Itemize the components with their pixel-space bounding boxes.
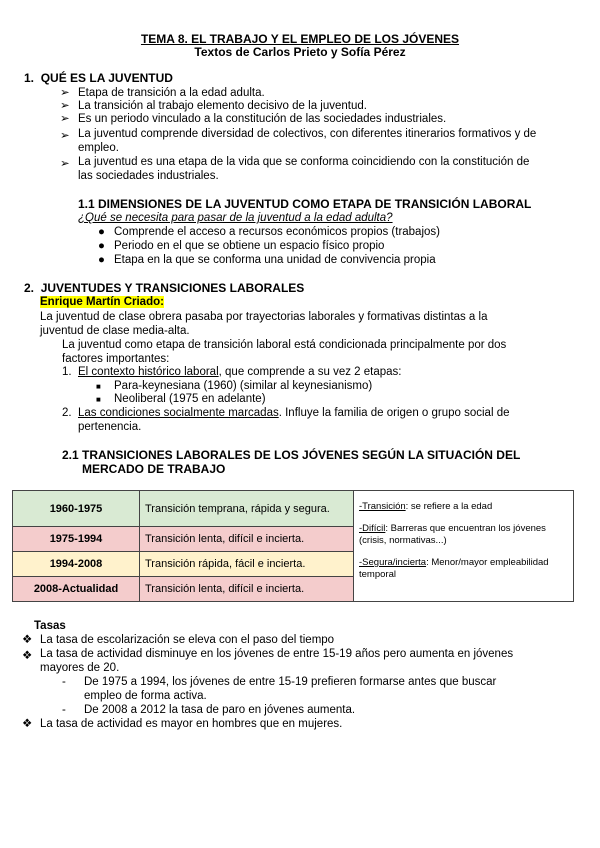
list-item-text: La tasa de escolarización se eleva con el paso del tiempo xyxy=(40,634,335,646)
definition-text: : se refiere a la edad xyxy=(405,501,493,512)
square-bullet-icon: ■ xyxy=(96,382,101,391)
section-2-paragraph-1: La juventud de clase obrera pasaba por trayectorias laborales y formativas distintas a la juventud de clase media-alta. xyxy=(40,311,488,337)
list-item-text: Etapa en la que se conforma una unidad de convivencia propia xyxy=(114,254,436,266)
arrow-bullet-icon: ➢ xyxy=(60,158,70,170)
section-2-heading xyxy=(24,282,304,295)
table-cell-description: Transición lenta, difícil e incierta. xyxy=(140,577,354,602)
section-1-1-question: ¿Qué se necesita para pasar de la juventud a la edad adulta? xyxy=(78,212,393,224)
section-2-title: JUVENTUDES Y TRANSICIONES LABORALES xyxy=(40,281,305,295)
factor-number: 2. xyxy=(62,407,72,419)
paragraph-text: La juventud como etapa de transición laboral está condicionada principalmente por dos factores importantes: xyxy=(62,339,507,365)
section-2-number: 2. xyxy=(24,281,35,295)
list-item xyxy=(62,676,522,703)
section-2-1-heading-cont: MERCADO DE TRABAJO xyxy=(82,462,226,476)
table-cell-period: 1960-1975 xyxy=(13,491,140,527)
factor-1-term: El contexto histórico laboral xyxy=(78,366,219,378)
factor-1-text: , que comprende a su vez 2 etapas: xyxy=(218,366,402,378)
table-cell-period: 2008-Actualidad xyxy=(13,577,140,602)
factor-2-rest: . Influye la familia de origen o grupo social de pertenencia. xyxy=(78,407,510,433)
definition-note xyxy=(359,557,568,581)
arrow-bullet-icon: ➢ xyxy=(60,130,70,142)
section-1-number: 1. xyxy=(24,71,35,85)
table-cell-period: 1975-1994 xyxy=(13,527,140,552)
section-1-title: QUÉ ES LA JUVENTUD xyxy=(40,71,173,85)
diamond-bullet-icon: ❖ xyxy=(22,650,33,662)
arrow-bullet-icon: ➢ xyxy=(60,87,70,99)
definition-term: -Segura/incierta xyxy=(359,557,427,568)
definition-term: -Difícil xyxy=(359,523,386,534)
section-1-1-heading: 1.1 DIMENSIONES DE LA JUVENTUD COMO ETAPA DE TRANSICIÓN LABORAL xyxy=(78,197,532,211)
document-subtitle: Textos de Carlos Prieto y Sofía Pérez xyxy=(194,45,406,59)
list-item-text: La juventud es una etapa de la vida que se conforma coincidiendo con la constitución de las sociedades industriales. xyxy=(78,156,530,182)
list-item xyxy=(60,156,546,183)
author-highlight xyxy=(40,296,164,309)
table-cell-description: Transición temprana, rápida y segura. xyxy=(140,491,354,527)
arrow-bullet-icon: ➢ xyxy=(60,100,70,112)
list-item xyxy=(60,113,446,126)
list-item xyxy=(96,380,372,393)
list-item-text: Comprende el acceso a recursos económicos propios (trabajos) xyxy=(114,226,440,238)
list-item-text: Etapa de transición a la edad adulta. xyxy=(78,87,265,99)
list-item xyxy=(98,226,440,239)
list-item-text: De 1975 a 1994, los jóvenes de entre 15-19 prefieren formarse antes que buscar empleo de forma activa. xyxy=(84,676,497,702)
definition-term: -Transición xyxy=(359,501,406,512)
dot-bullet-icon: ● xyxy=(98,254,105,266)
tasas-heading: Tasas xyxy=(34,620,66,632)
list-item-text: Es un periodo vinculado a la constitución de las sociedades industriales. xyxy=(78,113,447,125)
table-cell-description: Transición rápida, fácil e incierta. xyxy=(140,552,354,577)
list-item-text: Periodo en el que se obtiene un espacio físico propio xyxy=(114,240,385,252)
factor-number: 1. xyxy=(62,366,72,378)
definition-text: : Barreras que encuentran los jóvenes (crisis, normativas...) xyxy=(359,523,546,546)
diamond-bullet-icon: ❖ xyxy=(22,634,33,646)
definition-note xyxy=(359,501,568,513)
factor-1 xyxy=(62,366,401,379)
section-2-1-heading: 2.1 TRANSICIONES LABORALES DE LOS JÓVENES SEGÚN LA SITUACIÓN DEL xyxy=(62,448,521,462)
definitions-cell xyxy=(354,491,574,602)
definition-note xyxy=(359,523,568,547)
list-item xyxy=(96,393,266,406)
section-1-heading xyxy=(24,72,173,85)
transitions-table xyxy=(12,490,574,602)
table-cell-period: 1994-2008 xyxy=(13,552,140,577)
factor-2 xyxy=(62,407,544,434)
author-name: Enrique Martín Criado: xyxy=(40,296,164,308)
arrow-bullet-icon: ➢ xyxy=(60,113,70,125)
square-bullet-icon: ■ xyxy=(96,395,101,404)
list-item xyxy=(22,648,542,675)
dash-bullet-icon: - xyxy=(62,676,66,688)
dot-bullet-icon: ● xyxy=(98,226,105,238)
list-item xyxy=(62,704,355,717)
factor-2-term: Las condiciones socialmente marcadas xyxy=(78,407,279,419)
factor-2-text xyxy=(78,407,544,434)
list-item xyxy=(98,240,384,253)
dash-bullet-icon: - xyxy=(62,704,66,716)
diamond-bullet-icon: ❖ xyxy=(22,718,33,730)
document-title: TEMA 8. EL TRABAJO Y EL EMPLEO DE LOS JÓVENES xyxy=(140,32,460,46)
list-item-text: De 2008 a 2012 la tasa de paro en jóvenes aumenta. xyxy=(84,704,356,716)
list-item xyxy=(22,634,334,647)
table-row xyxy=(13,491,574,527)
table-cell-description: Transición lenta, difícil e incierta. xyxy=(140,527,354,552)
list-item-text: La juventud comprende diversidad de colectivos, con diferentes itinerarios formativos y de empleo. xyxy=(78,128,537,154)
list-item xyxy=(22,718,342,731)
list-item-text: La tasa de actividad es mayor en hombres que en mujeres. xyxy=(40,718,343,730)
dot-bullet-icon: ● xyxy=(98,240,105,252)
list-item-text: Para-keynesiana (1960) (similar al keynesianismo) xyxy=(114,380,373,392)
list-item-text: La tasa de actividad disminuye en los jóvenes de entre 15-19 años pero aumenta en jóvenes mayores de 20. xyxy=(40,648,514,674)
list-item xyxy=(98,254,436,267)
list-item-text: La transición al trabajo elemento decisivo de la juventud. xyxy=(78,100,367,112)
section-2-paragraph-2 xyxy=(62,339,542,366)
list-item-text: Neoliberal (1975 en adelante) xyxy=(114,393,266,405)
list-item xyxy=(60,128,546,155)
definition-text: : Menor/mayor empleabilidad temporal xyxy=(359,557,549,580)
list-item xyxy=(60,100,367,113)
list-item xyxy=(60,87,265,100)
